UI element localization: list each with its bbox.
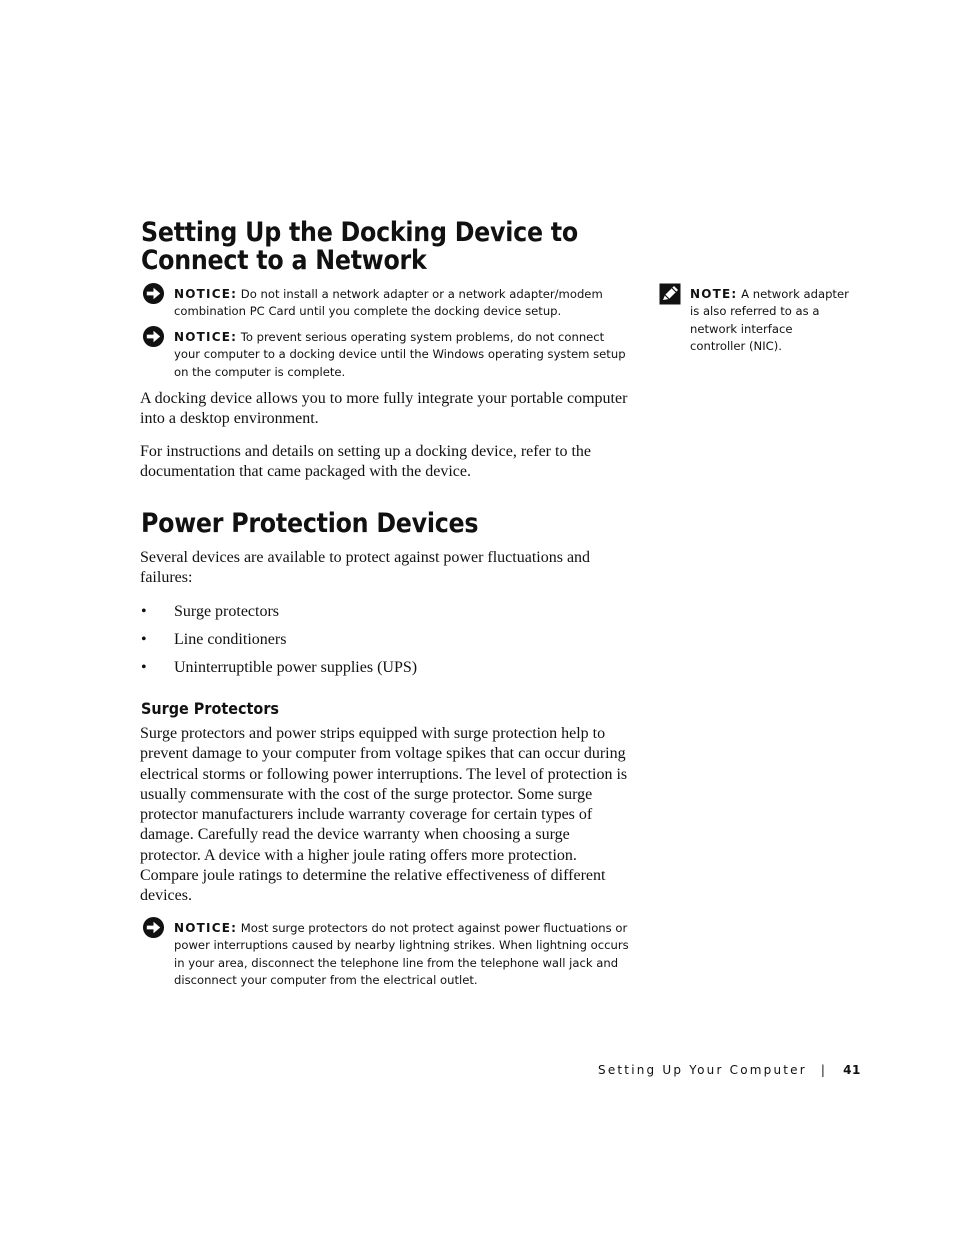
- notice-docking-adapter: [174, 286, 629, 321]
- note-text: A network adapter is also referred to as a network interface controller (NIC).: [690, 287, 849, 354]
- notice-arrow-icon: [142, 325, 165, 348]
- page-footer: [598, 1063, 861, 1077]
- note-label: NOTE:: [690, 287, 738, 301]
- section-heading-power-protection: Power Protection Devices: [141, 508, 479, 539]
- heading-line-2: Connect to a Network: [141, 245, 427, 276]
- paragraph-power-intro: Several devices are available to protect against power fluctuations and failures:: [140, 549, 591, 587]
- bullet-icon: •: [141, 659, 147, 676]
- bullet-icon: •: [141, 603, 147, 620]
- heading-line-1: Setting Up the Docking Device to: [141, 217, 578, 248]
- notice-arrow-icon: [142, 916, 165, 939]
- notice-text: To prevent serious operating system problems, do not connect your computer to a docking device until the Windows operating system setup on the computer is complete.: [174, 330, 626, 379]
- notice-lightning: [174, 920, 632, 990]
- section-heading-docking: [141, 219, 638, 275]
- footer-separator: |: [820, 1063, 828, 1077]
- side-note: [690, 286, 850, 356]
- notice-label: NOTICE:: [174, 921, 238, 935]
- notice-text: Do not install a network adapter or a network adapter/modem combination PC Card until you complete the docking device setup.: [174, 287, 603, 319]
- paragraph-docking-instructions: For instructions and details on setting up a docking device, refer to the documentation that came packaged with the device.: [140, 443, 591, 481]
- notice-os-setup: [174, 329, 632, 381]
- paragraph-surge-protectors: Surge protectors and power strips equipped with surge protection help to prevent damage to your computer from voltage spikes that can occur during electrical storms or following power interruptions. The level of protection is usually commensurate with the cost of the surge protector. Some surge protector manufacturers include warranty coverage for certain types of damage. Carefully read the device warranty when choosing a surge protector. A device with a higher joule rating offers more protection. Compare joule ratings to determine the relative effectiveness of different devices.: [140, 725, 628, 905]
- notice-label: NOTICE:: [174, 287, 238, 301]
- page-number: 41: [843, 1063, 861, 1077]
- bullet-icon: •: [141, 631, 147, 648]
- notice-text: Most surge protectors do not protect against power fluctuations or power interruptions caused by nearby lightning strikes. When lightning occurs in your area, disconnect the telephone line from the telephone wall jack and disconnect your computer from the electrical outlet.: [174, 921, 629, 988]
- subheading-surge-protectors: Surge Protectors: [141, 699, 279, 718]
- footer-section-name: Setting Up Your Computer: [598, 1063, 807, 1077]
- paragraph-docking-intro: A docking device allows you to more fully integrate your portable computer into a desktop environment.: [140, 390, 628, 428]
- note-pencil-icon: [659, 283, 681, 305]
- notice-label: NOTICE:: [174, 330, 238, 344]
- notice-arrow-icon: [142, 282, 165, 305]
